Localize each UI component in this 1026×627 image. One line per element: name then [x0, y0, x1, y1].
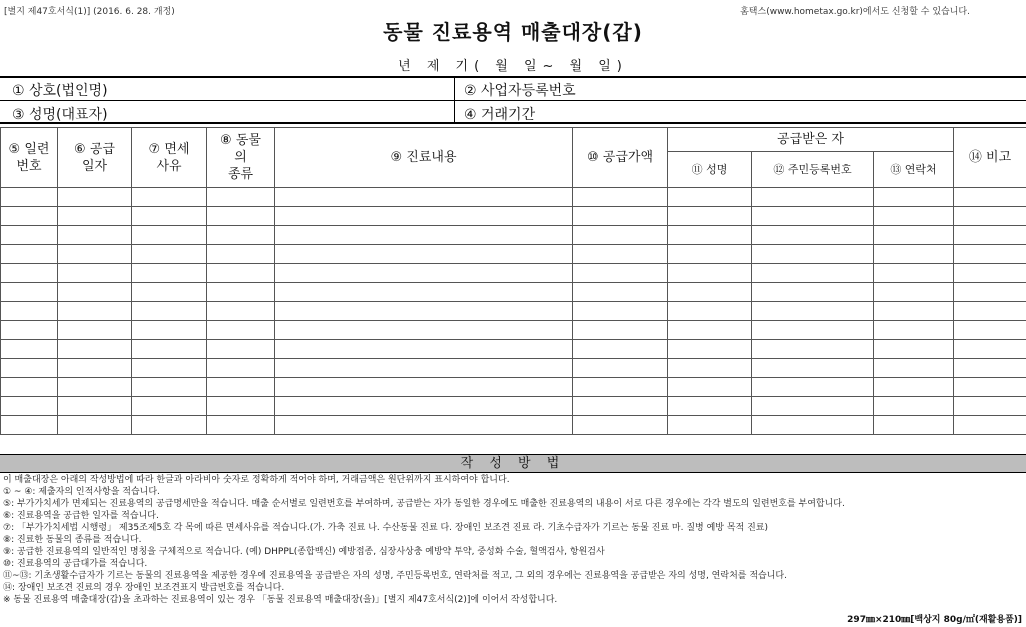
ledger-cell[interactable]: [1, 416, 58, 435]
ledger-cell[interactable]: [58, 207, 132, 226]
table-row: [1, 321, 1026, 340]
ledger-cell[interactable]: [1, 283, 58, 302]
table-row: [1, 340, 1026, 359]
ledger-cell[interactable]: [58, 226, 132, 245]
ledger-cell[interactable]: [207, 321, 275, 340]
ledger-cell[interactable]: [1, 207, 58, 226]
paper-spec: 297㎜×210㎜[백상지 80g/㎡(재활용품)]: [847, 615, 1022, 625]
ledger-cell[interactable]: [132, 245, 207, 264]
ledger-cell[interactable]: [668, 188, 752, 207]
ledger-cell[interactable]: [132, 340, 207, 359]
ledger-cell[interactable]: [207, 283, 275, 302]
ledger-cell[interactable]: [668, 378, 752, 397]
ledger-cell[interactable]: [668, 416, 752, 435]
ledger-cell[interactable]: [1, 188, 58, 207]
ledger-cell[interactable]: [132, 378, 207, 397]
ledger-cell[interactable]: [207, 226, 275, 245]
sales-ledger-table: [0, 127, 1026, 435]
ledger-cell[interactable]: [573, 226, 668, 245]
ledger-cell[interactable]: [1, 397, 58, 416]
ledger-cell[interactable]: [132, 207, 207, 226]
ledger-cell[interactable]: [573, 302, 668, 321]
ledger-cell[interactable]: [132, 397, 207, 416]
ledger-cell[interactable]: [275, 321, 573, 340]
ledger-cell[interactable]: [954, 359, 1026, 378]
method-note-line: ⑥: 진료용역을 공급한 일자를 적습니다.: [3, 511, 159, 521]
ledger-cell[interactable]: [752, 188, 874, 207]
method-note-line: ⑪~⑬: 기초생활수급자가 기르는 동물의 진료용역을 제공한 경우에 진료용역을 공급받은 자의 성명, 주민등록번호, 연락처를 적고, 그 외의 경우에는 진료용역을 공급받은 자의 성명, 연락처를 적습니다.: [3, 571, 787, 581]
ledger-cell[interactable]: [573, 397, 668, 416]
ledger-cell[interactable]: [954, 321, 1026, 340]
table-row: [1, 226, 1026, 245]
ledger-cell[interactable]: [1, 302, 58, 321]
ledger-cell[interactable]: [668, 321, 752, 340]
table-row: [1, 397, 1026, 416]
table-row: [1, 245, 1026, 264]
ledger-cell[interactable]: [58, 321, 132, 340]
ledger-cell[interactable]: [573, 264, 668, 283]
ledger-cell[interactable]: [573, 359, 668, 378]
table-row: [1, 207, 1026, 226]
ledger-cell[interactable]: [668, 340, 752, 359]
ledger-cell[interactable]: [573, 283, 668, 302]
ledger-cell[interactable]: [58, 397, 132, 416]
ledger-cell[interactable]: [275, 226, 573, 245]
table-row: [1, 416, 1026, 435]
ledger-cell[interactable]: [1, 245, 58, 264]
ledger-cell[interactable]: [874, 397, 954, 416]
ledger-cell[interactable]: [874, 188, 954, 207]
ledger-cell[interactable]: [275, 188, 573, 207]
ledger-cell[interactable]: [132, 359, 207, 378]
ledger-cell[interactable]: [874, 207, 954, 226]
info-column-divider: [454, 77, 455, 123]
ledger-cell[interactable]: [132, 226, 207, 245]
tax-period: 년 제 기( 월 일~ 월 일): [398, 59, 628, 74]
table-row: [1, 188, 1026, 207]
method-note-line: 이 매출대장은 아래의 작성방법에 따라 한글과 아라비아 숫자로 정확하게 적어야 하며, 거래금액은 원단위까지 표시하여야 합니다.: [3, 475, 510, 485]
ledger-cell[interactable]: [207, 378, 275, 397]
ledger-cell[interactable]: [1, 359, 58, 378]
ledger-cell[interactable]: [874, 359, 954, 378]
method-note-line: ⑤: 부가가치세가 면제되는 진료용역의 공급명세만을 적습니다. 매출 순서별로 일련번호를 부여하며, 공급받는 자가 동일한 경우에도 매출한 진료용역의 내용이 서로 다른 경우에는 각각 별도의 일련번호를 부여합니다.: [3, 499, 845, 509]
ledger-cell[interactable]: [874, 302, 954, 321]
table-row: [1, 359, 1026, 378]
ledger-cell[interactable]: [954, 283, 1026, 302]
method-note-line: ⑨: 공급한 진료용역의 일반적인 명칭을 구체적으로 적습니다. (예) DHPPL(종합백신) 예방접종, 심장사상충 예방약 투약, 중성화 수술, 혈액검사, 항원검사: [3, 547, 605, 557]
ledger-cell[interactable]: [207, 264, 275, 283]
ledger-cell[interactable]: [275, 397, 573, 416]
col-recipient-group: 공급받은 자: [668, 128, 954, 152]
representative-name-field[interactable]: ③ 성명(대표자): [12, 107, 108, 123]
ledger-cell[interactable]: [1, 226, 58, 245]
ledger-cell[interactable]: [132, 302, 207, 321]
table-row: [1, 264, 1026, 283]
ledger-cell[interactable]: [275, 207, 573, 226]
form-reference: [별지 제47호서식(1)] (2016. 6. 28. 개정): [4, 7, 175, 17]
col-resident-number: ⑫ 주민등록번호: [752, 152, 874, 188]
ledger-cell[interactable]: [207, 416, 275, 435]
col-remarks: ⑭ 비고: [954, 128, 1026, 188]
ledger-cell[interactable]: [874, 416, 954, 435]
hometax-note: 홈택스(www.hometax.go.kr)에서도 신청할 수 있습니다.: [740, 7, 970, 17]
ledger-cell[interactable]: [132, 188, 207, 207]
ledger-cell[interactable]: [954, 207, 1026, 226]
business-name-field[interactable]: ① 상호(법인명): [12, 83, 108, 99]
method-note-line: ⑦: 「부가가치세법 시행령」 제35조제5호 각 목에 따른 면세사유를 적습니다.(가. 가축 진료 나. 수산동물 진료 다. 장애인 보조견 진료 라. 기초수급자가 기르는 동물 진료 마. 질병 예방 목적 진료): [3, 523, 768, 533]
info-divider: [0, 100, 1026, 101]
ledger-cell[interactable]: [954, 397, 1026, 416]
ledger-cell[interactable]: [207, 340, 275, 359]
ledger-cell[interactable]: [58, 245, 132, 264]
method-note-line: ① ~ ④: 제출자의 인적사항을 적습니다.: [3, 487, 160, 497]
ledger-cell[interactable]: [58, 264, 132, 283]
method-note-line: ⑭: 장애인 보조견 진료의 경우 장애인 보조견표지 발급번호를 적습니다.: [3, 583, 285, 593]
method-note-line: ※ 동물 진료용역 매출대장(갑)을 초과하는 진료용역이 있는 경우 「동물 진료용역 매출대장(을)」[별지 제47호서식(2)]에 이어서 작성합니다.: [3, 595, 558, 605]
ledger-cell[interactable]: [752, 378, 874, 397]
ledger-cell[interactable]: [752, 226, 874, 245]
ledger-cell[interactable]: [132, 264, 207, 283]
ledger-cell[interactable]: [752, 321, 874, 340]
ledger-cell[interactable]: [668, 245, 752, 264]
ledger-cell[interactable]: [752, 397, 874, 416]
col-treatment-details: ⑨ 진료내용: [275, 128, 573, 188]
ledger-cell[interactable]: [954, 264, 1026, 283]
col-recipient-name: ⑪ 성명: [668, 152, 752, 188]
ledger-cell[interactable]: [58, 340, 132, 359]
ledger-cell[interactable]: [668, 283, 752, 302]
ledger-cell[interactable]: [752, 340, 874, 359]
ledger-cell[interactable]: [207, 207, 275, 226]
ledger-cell[interactable]: [954, 226, 1026, 245]
page-title: 동물 진료용역 매출대장(갑): [383, 20, 643, 44]
ledger-cell[interactable]: [573, 188, 668, 207]
ledger-cell[interactable]: [752, 283, 874, 302]
col-serial-number: ⑤ 일련 번호: [1, 128, 58, 188]
ledger-cell[interactable]: [1, 378, 58, 397]
ledger-cell[interactable]: [668, 302, 752, 321]
ledger-cell[interactable]: [874, 264, 954, 283]
ledger-cell[interactable]: [275, 245, 573, 264]
top-rule: [0, 76, 1026, 78]
ledger-cell[interactable]: [668, 207, 752, 226]
table-row: [1, 283, 1026, 302]
ledger-cell[interactable]: [874, 340, 954, 359]
ledger-cell[interactable]: [275, 359, 573, 378]
ledger-cell[interactable]: [207, 302, 275, 321]
col-animal-type: ⑧ 동물 의 종류: [207, 128, 275, 188]
ledger-cell[interactable]: [668, 397, 752, 416]
ledger-cell[interactable]: [752, 245, 874, 264]
transaction-period-field[interactable]: ④ 거래기간: [464, 107, 536, 123]
ledger-cell[interactable]: [58, 378, 132, 397]
ledger-cell[interactable]: [1, 264, 58, 283]
ledger-cell[interactable]: [954, 188, 1026, 207]
ledger-cell[interactable]: [207, 245, 275, 264]
col-supply-date: ⑥ 공급 일자: [58, 128, 132, 188]
ledger-cell[interactable]: [207, 397, 275, 416]
ledger-cell[interactable]: [573, 207, 668, 226]
ledger-cell[interactable]: [954, 302, 1026, 321]
ledger-cell[interactable]: [1, 340, 58, 359]
table-row: [1, 378, 1026, 397]
ledger-cell[interactable]: [132, 283, 207, 302]
ledger-cell[interactable]: [275, 416, 573, 435]
ledger-cell[interactable]: [752, 302, 874, 321]
writing-method-title: 작 성 방 법: [0, 454, 1026, 473]
col-exemption-reason: ⑦ 면세 사유: [132, 128, 207, 188]
ledger-cell[interactable]: [58, 302, 132, 321]
ledger-cell[interactable]: [58, 359, 132, 378]
ledger-cell[interactable]: [752, 207, 874, 226]
ledger-cell[interactable]: [573, 416, 668, 435]
ledger-cell[interactable]: [275, 340, 573, 359]
method-note-line: ⑧: 진료한 동물의 종류를 적습니다.: [3, 535, 142, 545]
ledger-cell[interactable]: [275, 283, 573, 302]
ledger-cell[interactable]: [573, 245, 668, 264]
ledger-cell[interactable]: [58, 283, 132, 302]
ledger-cell[interactable]: [668, 226, 752, 245]
business-reg-number-field[interactable]: ② 사업자등록번호: [464, 83, 576, 99]
ledger-cell[interactable]: [275, 378, 573, 397]
ledger-cell[interactable]: [1, 321, 58, 340]
ledger-cell[interactable]: [752, 264, 874, 283]
ledger-cell[interactable]: [668, 359, 752, 378]
writing-method-notes: [3, 474, 1023, 606]
ledger-cell[interactable]: [874, 245, 954, 264]
ledger-cell[interactable]: [573, 340, 668, 359]
col-contact: ⑬ 연락처: [874, 152, 954, 188]
ledger-cell[interactable]: [874, 283, 954, 302]
ledger-cell[interactable]: [275, 264, 573, 283]
ledger-cell[interactable]: [573, 321, 668, 340]
ledger-cell[interactable]: [573, 378, 668, 397]
ledger-cell[interactable]: [874, 321, 954, 340]
ledger-cell[interactable]: [954, 340, 1026, 359]
ledger-cell[interactable]: [132, 321, 207, 340]
ledger-cell[interactable]: [58, 416, 132, 435]
ledger-cell[interactable]: [752, 359, 874, 378]
ledger-cell[interactable]: [954, 416, 1026, 435]
ledger-cell[interactable]: [954, 378, 1026, 397]
ledger-cell[interactable]: [207, 359, 275, 378]
ledger-cell[interactable]: [752, 416, 874, 435]
ledger-cell[interactable]: [58, 188, 132, 207]
ledger-cell[interactable]: [207, 188, 275, 207]
col-supply-value: ⑩ 공급가액: [573, 128, 668, 188]
ledger-cell[interactable]: [132, 416, 207, 435]
method-note-line: ⑩: 진료용역의 공급대가를 적습니다.: [3, 559, 148, 569]
ledger-cell[interactable]: [275, 302, 573, 321]
ledger-cell[interactable]: [954, 245, 1026, 264]
ledger-cell[interactable]: [874, 226, 954, 245]
table-row: [1, 302, 1026, 321]
ledger-cell[interactable]: [874, 378, 954, 397]
ledger-cell[interactable]: [668, 264, 752, 283]
